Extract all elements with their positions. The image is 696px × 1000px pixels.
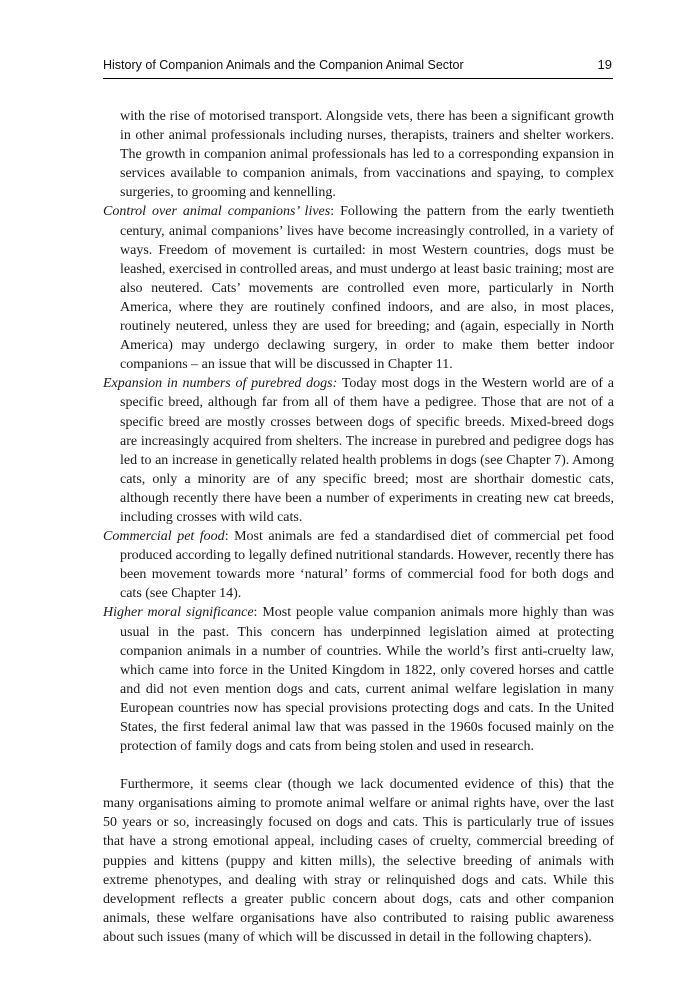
list-item-text: Today most dogs in the Western world are of a specific breed, although far from all of them have a pedigree. Those that are not of a specific breed are mostly crosses between dogs of specific breeds. Mixed-breed dogs are increasingly acquired from shelters. The increase in purebred and pedigree dogs has led to an increase in genetically related health problems in dogs (see Chapter 7). Among cats, only a minority are of any specific breed; most are shorthair domestic cats, although recently there have been a number of experiments in creating new cat breeds, including crosses with wild cats.: [120, 376, 614, 525]
list-item: [103, 374, 614, 527]
running-head-title: History of Companion Animals and the Companion Animal Sector: [103, 58, 464, 72]
running-head: [103, 56, 613, 79]
list-item-separator: :: [253, 605, 263, 621]
paragraph: Furthermore, it seems clear (though we lack documented evidence of this) that the many organisations aiming to promote animal welfare or animal rights have, over the last 50 years or so, increasingly focused on dogs and cats. This is particularly true of issues that have a strong emotional appeal, including cases of cruelty, commercial breeding of puppies and kittens (puppy and kitten mills), the selective breeding of animals with extreme phenotypes, and dealing with stray or relinquished dogs and cats. While this development reflects a greater public concern about dogs, cats and other companion animals, these welfare organisations have also contributed to raising public awareness about such issues (many of which will be discussed in detail in the following chapters).: [103, 777, 614, 945]
list-item-text: Most animals are fed a standardised diet of commercial pet food produced according to legally defined nutritional standards. However, recently there has been movement towards more ‘natural’ forms of commercial food for both dogs and cats (see Chapter 14).: [120, 529, 615, 602]
continued-paragraph: with the rise of motorised transport. Alongside vets, there has been a significant growth in other animal professionals including nurses, therapists, trainers and shelter workers. The growth in companion animal professionals has led to a corresponding expansion in services available to companion animals, from vaccinations and spaying, to complex surgeries, to grooming and kennelling.: [120, 109, 614, 201]
page-number: 19: [597, 57, 612, 72]
list-item-heading: Expansion in numbers of purebred dogs:: [103, 376, 338, 392]
list-item-heading: Commercial pet food: [103, 529, 225, 545]
list-item: [103, 527, 614, 603]
list-item-text: Most people value companion animals more highly than was usual in the past. This concern has underpinned legislation aimed at protecting companion animals in a number of countries. While the world’s first anti-cruelty law, which came into force in the United Kingdom in 1822, only covered horses and cattle and did not even mention dogs and cats, current animal welfare legislation in many European countries now has special provisions protecting dogs and cats. In the United States, the first federal animal law that was passed in the 1960s focused mainly on the protection of family dogs and cats from being stolen and used in research.: [120, 605, 615, 755]
list-item-text: Following the pattern from the early twentieth century, animal companions’ lives have become increasingly controlled, in a variety of ways. Freedom of movement is curtailed: in most Western countries, dogs must be leashed, exercised in controlled areas, and must undergo at least basic training; most are also neutered. Cats’ movements are controlled even more, particularly in North America, where they are routinely confined indoors, and are also, in most places, routinely neutered, unless they are used for breeding; and (again, especially in North America) may undergo declawing surgery, in order to make them better indoor companions – an issue that will be discussed in Chapter 11.: [120, 204, 614, 373]
list-item: [103, 603, 614, 756]
body-text: [103, 107, 614, 947]
list-item-heading: Control over animal companions’ lives: [103, 204, 331, 220]
list-item: [103, 202, 614, 374]
list-item-heading: Higher moral significance: [103, 605, 254, 621]
list-item-separator: :: [224, 529, 235, 545]
list-item-separator: :: [330, 204, 341, 220]
